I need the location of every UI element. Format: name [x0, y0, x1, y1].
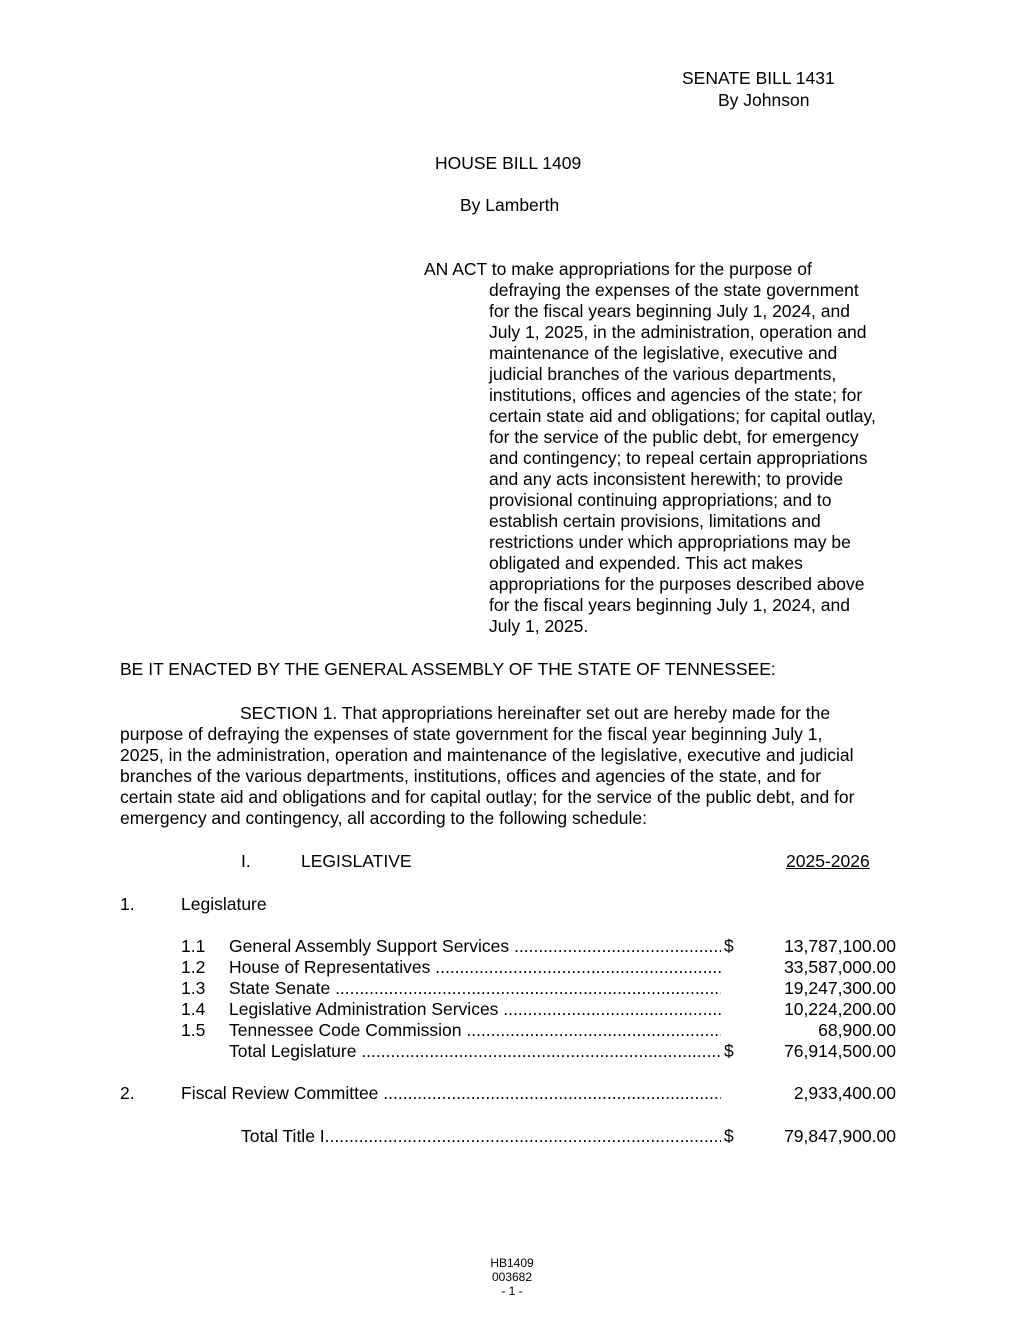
section-1-line: SECTION 1. That appropriations hereinafter set out are hereby made for the [240, 703, 831, 723]
page-footer [462, 1256, 562, 1298]
row-currency: $ [724, 936, 734, 956]
act-caption-line: July 1, 2025, in the administration, operation and [489, 322, 867, 342]
row-amount: 13,787,100.00 [784, 936, 896, 956]
act-caption-line: maintenance of the legislative, executive and [489, 343, 838, 363]
act-caption-line: for the service of the public debt, for emergency [489, 427, 859, 447]
item-1-name: Legislature [181, 894, 267, 914]
section-1-paragraph [120, 703, 910, 829]
row-amount: 68,900.00 [818, 1020, 896, 1040]
enacting-clause: BE IT ENACTED BY THE GENERAL ASSEMBLY OF THE STATE OF TENNESSEE: [120, 659, 776, 679]
footer-bill-code: HB1409 [490, 1256, 534, 1270]
fiscal-year-header: 2025-2026 [786, 851, 870, 871]
total-title-row [241, 1126, 896, 1147]
act-caption-line: provisional continuing appropriations; and to [489, 490, 832, 510]
act-caption-line: for the fiscal years beginning July 1, 2024, and [489, 301, 850, 321]
act-caption-line: certain state aid and obligations; for capital outlay, [489, 406, 876, 426]
act-caption-line: institutions, offices and agencies of the state; for [489, 385, 863, 405]
row-code: 1.4 [181, 999, 206, 1019]
row-code: 1.2 [181, 957, 206, 977]
footer-page-number: - 1 - [501, 1284, 523, 1298]
house-bill-sponsor: By Lamberth [460, 195, 560, 215]
section-1-line: 2025, in the administration, operation and maintenance of the legislative, executive and judicial [120, 745, 854, 765]
house-bill-number: HOUSE BILL 1409 [435, 153, 582, 173]
row-label: Legislative Administration Services ..... [229, 999, 721, 1019]
table-row [181, 999, 896, 1020]
row-code: 1.1 [181, 936, 206, 956]
item-2-amount: 2,933,400.00 [793, 1083, 896, 1103]
act-caption-line: and any acts inconsistent herewith; to provide [489, 469, 844, 489]
table-row-total [181, 1041, 896, 1062]
schedule-title-number: I. [241, 851, 251, 871]
row-amount: 33,587,000.00 [784, 957, 896, 977]
schedule-title-name: LEGISLATIVE [301, 851, 412, 871]
act-caption-line: for the fiscal years beginning July 1, 2024, and [489, 595, 850, 615]
item-1-number: 1. [120, 894, 135, 914]
total-title-amount: 79,847,900.00 [784, 1126, 896, 1146]
item-2-number: 2. [120, 1083, 135, 1103]
act-caption-line: defraying the expenses of the state government [489, 280, 859, 300]
section-1-line: branches of the various departments, institutions, offices and agencies of the state, and for [120, 766, 822, 786]
section-1-line: certain state aid and obligations and for capital outlay; for the service of the public debt, and for [120, 787, 855, 807]
act-caption-line: AN ACT to make appropriations for the purpose of [424, 259, 812, 279]
table-row [181, 1020, 896, 1041]
row-amount: 76,914,500.00 [784, 1041, 896, 1061]
section-1-line: purpose of defraying the expenses of state government for the fiscal year beginning July 1, [120, 724, 823, 744]
act-caption-line: July 1, 2025. [489, 616, 589, 636]
act-caption-line: establish certain provisions, limitations and [489, 511, 821, 531]
row-label: State Senate ..... [229, 978, 721, 998]
act-caption-line: obligated and expended. This act makes [489, 553, 803, 573]
row-label: General Assembly Support Services ..... [229, 936, 721, 956]
row-label: Tennessee Code Commission ..... [229, 1020, 721, 1040]
section-1-line: emergency and contingency, all according to the following schedule: [120, 808, 647, 828]
total-title-currency: $ [724, 1126, 734, 1146]
item-2-name: Fiscal Review Committee ..... [181, 1083, 721, 1103]
row-label: House of Representatives ..... [229, 957, 721, 977]
footer-doc-number: 003682 [491, 1270, 533, 1284]
act-caption-line: appropriations for the purposes described above [489, 574, 865, 594]
total-title-label: Total Title I ..... [241, 1126, 721, 1146]
act-caption-line: and contingency; to repeal certain appropriations [489, 448, 868, 468]
act-caption [489, 280, 919, 637]
act-caption-line: judicial branches of the various departments, [489, 364, 837, 384]
fiscal-review-committee-row [120, 1083, 896, 1104]
table-row [181, 957, 896, 978]
table-row [181, 936, 896, 957]
row-label: Total Legislature ..... [229, 1041, 721, 1061]
legislature-appropriations-table [181, 936, 896, 1062]
row-code: 1.3 [181, 978, 206, 998]
row-code: 1.5 [181, 1020, 206, 1040]
senate-bill-sponsor: By Johnson [718, 90, 810, 110]
senate-bill-number: SENATE BILL 1431 [682, 68, 835, 88]
act-caption-line: restrictions under which appropriations may be [489, 532, 851, 552]
row-currency: $ [724, 1041, 734, 1061]
row-amount: 19,247,300.00 [784, 978, 896, 998]
row-amount: 10,224,200.00 [784, 999, 896, 1019]
table-row [181, 978, 896, 999]
